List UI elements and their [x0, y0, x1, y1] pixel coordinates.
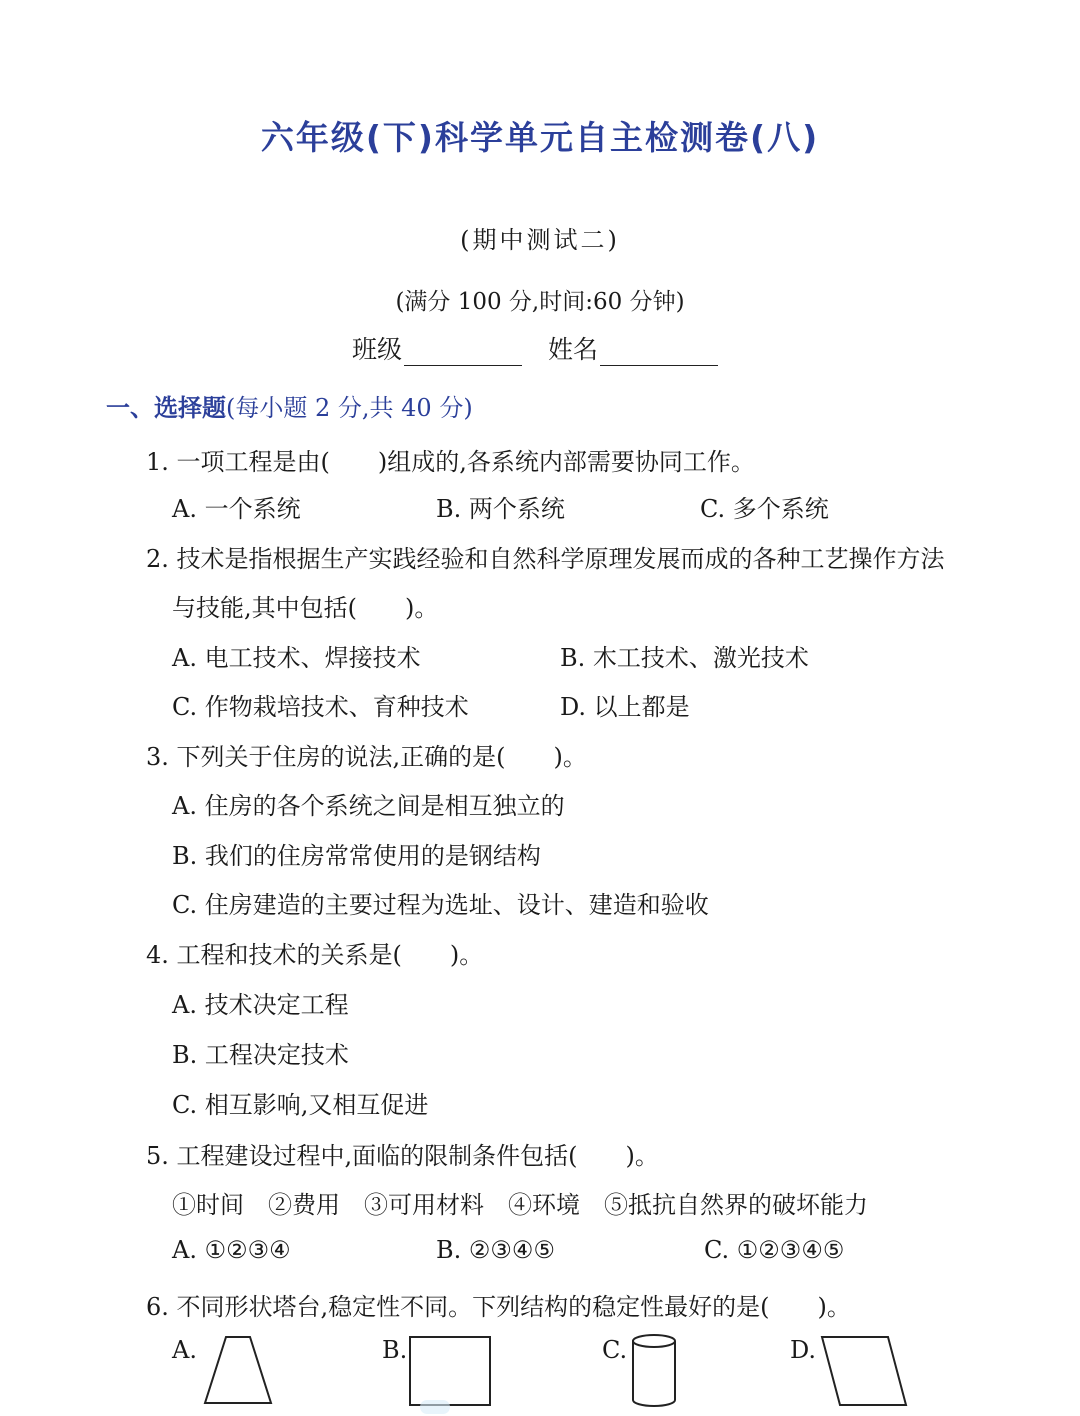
question-5: 5. 工程建设过程中,面临的限制条件包括( )。 [146, 1142, 659, 1170]
page-subtitle: (期中测试二) [460, 226, 620, 254]
q5-conditions: ①时间 ②费用 ③可用材料 ④环境 ⑤抵抗自然界的破坏能力 [172, 1191, 868, 1219]
q4-option-c: C. 相互影响,又相互促进 [172, 1091, 429, 1119]
question-4: 4. 工程和技术的关系是( )。 [146, 941, 484, 969]
q6-option-c-label: C. [602, 1336, 628, 1364]
q5-option-b: B. ②③④⑤ [436, 1236, 555, 1264]
name-blank[interactable] [600, 341, 718, 366]
name-field [548, 330, 718, 366]
student-fields [352, 330, 718, 366]
q1-option-b: B. 两个系统 [436, 495, 565, 523]
question-6: 6. 不同形状塔台,稳定性不同。下列结构的稳定性最好的是( )。 [146, 1293, 851, 1321]
cylinder-tower-icon [628, 1332, 680, 1410]
square-tower-icon [406, 1334, 494, 1408]
section-heading [106, 388, 473, 423]
question-2-line-1: 2. 技术是指根据生产实践经验和自然科学原理发展而成的各种工艺操作方法 [146, 545, 945, 573]
q4-option-a: A. 技术决定工程 [172, 991, 349, 1019]
exam-info: (满分 100 分,时间:60 分钟) [395, 289, 685, 315]
q5-option-a: A. ①②③④ [172, 1236, 291, 1264]
question-3: 3. 下列关于住房的说法,正确的是( )。 [146, 743, 587, 771]
section-title: 一、选择题 [106, 394, 226, 422]
q1-option-c: C. 多个系统 [700, 495, 829, 523]
section-note: (每小题 2 分,共 40 分) [226, 394, 473, 422]
q3-option-b: B. 我们的住房常常使用的是钢结构 [172, 842, 541, 870]
q2-option-b: B. 木工技术、激光技术 [560, 644, 809, 672]
watermark-mark [420, 1400, 450, 1414]
q1-option-a: A. 一个系统 [172, 495, 301, 523]
q6-option-d-label: D. [790, 1336, 817, 1364]
q3-option-c: C. 住房建造的主要过程为选址、设计、建造和验收 [172, 891, 709, 919]
q4-option-b: B. 工程决定技术 [172, 1041, 349, 1069]
q6-option-a-label: A. [172, 1336, 197, 1364]
question-1: 1. 一项工程是由( )组成的,各系统内部需要协同工作。 [146, 448, 755, 476]
trapezoid-tower-icon [200, 1334, 276, 1406]
class-field [352, 330, 522, 366]
q2-option-c: C. 作物栽培技术、育种技术 [172, 693, 469, 721]
q2-option-d: D. 以上都是 [560, 693, 690, 721]
name-label: 姓名 [548, 335, 599, 364]
class-blank[interactable] [404, 341, 522, 366]
parallelogram-tower-icon [818, 1334, 910, 1408]
question-2-line-2: 与技能,其中包括( )。 [172, 594, 439, 622]
page-title: 六年级(下)科学单元自主检测卷(八) [260, 118, 820, 157]
q6-option-b-label: B. [382, 1336, 408, 1364]
class-label: 班级 [352, 335, 403, 364]
q2-option-a: A. 电工技术、焊接技术 [172, 644, 421, 672]
q5-option-c: C. ①②③④⑤ [704, 1236, 845, 1264]
q3-option-a: A. 住房的各个系统之间是相互独立的 [172, 792, 565, 820]
